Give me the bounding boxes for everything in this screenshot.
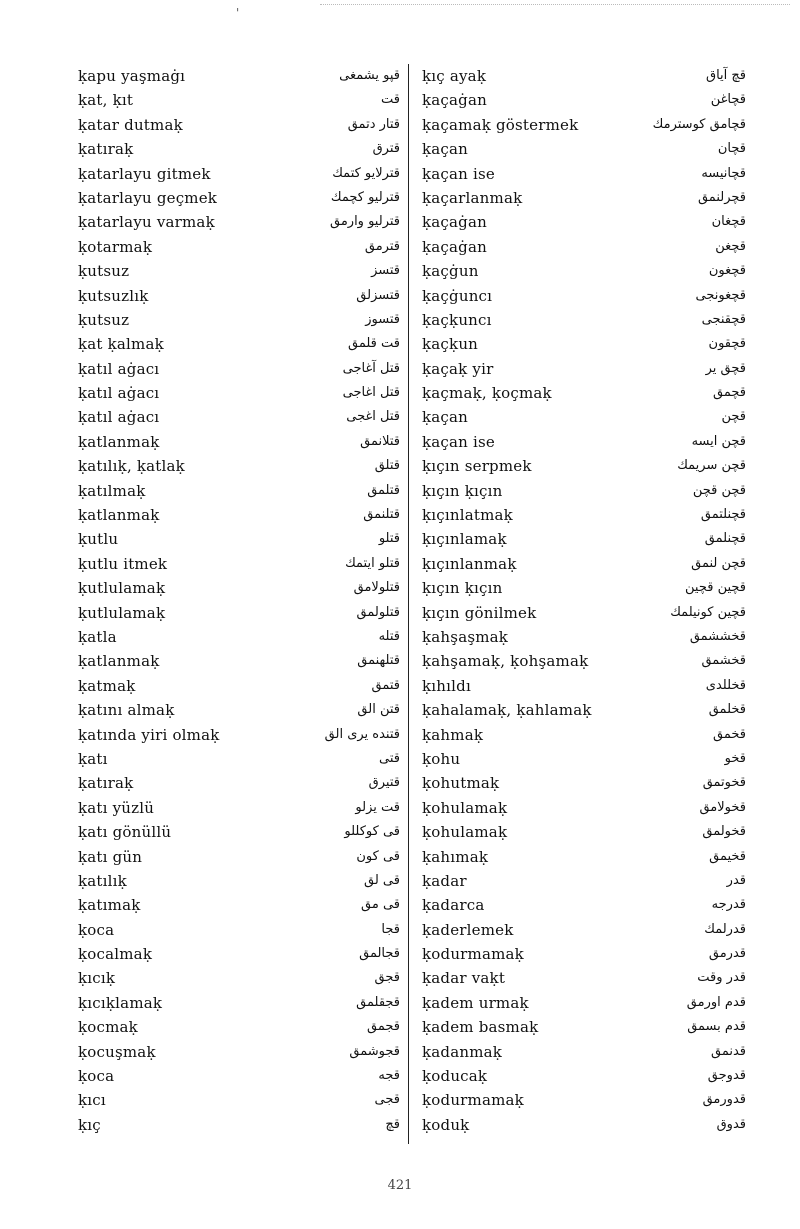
entry-arabic-text: قترليو وارمق	[329, 214, 400, 230]
entry-latin-text: ḳatıl aġacı	[78, 359, 160, 378]
entry-latin-text: ḳaçaġan	[422, 213, 487, 232]
entry-arabic-text: قچ	[385, 1116, 400, 1132]
dictionary-entry	[78, 1064, 400, 1088]
column-divider	[408, 64, 409, 1144]
dictionary-entry	[78, 381, 400, 405]
dictionary-entry	[78, 820, 400, 844]
entry-arabic-text: قتلانمق	[360, 433, 400, 449]
dictionary-entry	[78, 845, 400, 869]
entry-latin-text: ḳadar vaḳt	[422, 969, 506, 988]
entry-latin-text: ḳatılıḳ, ḳatlaḳ	[78, 457, 185, 476]
entry-arabic-text: قتلولمق	[356, 604, 400, 620]
entry-latin-text: ḳutlulamaḳ	[78, 603, 166, 622]
entry-arabic-text: قتن الق	[357, 702, 400, 718]
dictionary-entry	[78, 649, 400, 673]
entry-arabic-text: قچنلتمق	[700, 507, 746, 523]
dictionary-entry	[78, 235, 400, 259]
dictionary-entry	[422, 796, 746, 820]
dictionary-entry	[78, 1015, 400, 1039]
entry-arabic-text: قخششمق	[689, 628, 746, 644]
dictionary-entry	[78, 137, 400, 161]
entry-arabic-text: قتنده يرى الق	[324, 726, 400, 742]
entry-latin-text: ḳat ḳalmaḳ	[78, 335, 164, 354]
entry-latin-text: ḳutsuz	[78, 262, 130, 281]
dictionary-entry	[422, 1015, 746, 1039]
entry-latin-text: ḳıçın serpmek	[422, 457, 532, 476]
entry-arabic-text: قتل اغجى	[346, 409, 400, 425]
entry-latin-text: ḳatlanmaḳ	[78, 506, 160, 525]
entry-latin-text: ḳotarmaḳ	[78, 237, 153, 256]
left-column	[78, 64, 400, 1137]
dictionary-entry	[78, 210, 400, 234]
entry-latin-text: ḳatı gönüllü	[78, 823, 172, 842]
entry-arabic-text: قتلهنمق	[357, 653, 400, 669]
entry-latin-text: ḳatar dutmaḳ	[78, 115, 183, 134]
entry-latin-text: ḳıçın gönilmek	[422, 603, 537, 622]
dictionary-entry	[422, 88, 746, 112]
entry-arabic-text: قى لق	[364, 872, 400, 888]
entry-arabic-text: قتسز	[371, 263, 400, 279]
entry-arabic-text: قخشمق	[701, 653, 746, 669]
entry-arabic-text: قت قلمق	[348, 336, 400, 352]
dictionary-entry	[78, 284, 400, 308]
dictionary-entry	[422, 771, 746, 795]
entry-latin-text: ḳatımaḳ	[78, 896, 141, 915]
dictionary-entry	[422, 235, 746, 259]
entry-latin-text: ḳıhıldı	[422, 676, 471, 695]
entry-arabic-text: قخوتمق	[702, 775, 746, 791]
dictionary-entry	[78, 454, 400, 478]
entry-arabic-text: قتلو ايتمك	[345, 555, 400, 571]
entry-arabic-text: قدرمق	[708, 946, 746, 962]
entry-arabic-text: قچين قچين	[685, 580, 746, 596]
entry-arabic-text: قت	[381, 92, 400, 108]
entry-arabic-text: قى كون	[356, 848, 400, 864]
entry-latin-text: ḳatıl aġacı	[78, 384, 160, 403]
dictionary-entry	[422, 357, 746, 381]
dictionary-entry	[422, 942, 746, 966]
dictionary-entry	[78, 1040, 400, 1064]
entry-arabic-text: قتلولامق	[353, 580, 400, 596]
entry-arabic-text: قتسوز	[365, 311, 400, 327]
dictionary-entry	[78, 527, 400, 551]
entry-latin-text: ḳıçınlatmaḳ	[422, 506, 513, 525]
entry-latin-text: ḳatı	[78, 749, 108, 768]
entry-latin-text: ḳatı gün	[78, 847, 143, 866]
entry-arabic-text: قجوشمق	[349, 1043, 400, 1059]
dictionary-entry	[422, 869, 746, 893]
dictionary-entry	[78, 430, 400, 454]
entry-arabic-text: قتل آغاجى	[342, 360, 400, 376]
entry-latin-text: ḳaçamaḳ göstermek	[422, 115, 579, 134]
dictionary-entry	[78, 942, 400, 966]
dictionary-entry	[78, 259, 400, 283]
entry-arabic-text: قخيمق	[709, 848, 746, 864]
dictionary-entry	[422, 601, 746, 625]
entry-latin-text: ḳaçġun	[422, 262, 479, 281]
top-mark: '	[236, 6, 240, 20]
dictionary-entry	[422, 479, 746, 503]
entry-arabic-text: قتى	[379, 750, 400, 766]
dictionary-entry	[422, 698, 746, 722]
entry-latin-text: ḳadanmaḳ	[422, 1042, 503, 1061]
entry-latin-text: ḳahşaşmaḳ	[422, 627, 509, 646]
entry-arabic-text: قدم بسمق	[687, 1019, 746, 1035]
entry-latin-text: ḳıcı	[78, 1091, 106, 1110]
entry-arabic-text: قچقون	[708, 336, 746, 352]
dictionary-entry	[422, 503, 746, 527]
dictionary-entry	[78, 625, 400, 649]
dictionary-entry	[78, 723, 400, 747]
entry-latin-text: ḳocmaḳ	[78, 1018, 138, 1037]
dictionary-entry	[78, 601, 400, 625]
entry-latin-text: ḳaçarlanmaḳ	[422, 188, 523, 207]
entry-latin-text: ḳahmaḳ	[422, 725, 484, 744]
entry-arabic-text: قچن قچن	[692, 482, 746, 498]
dictionary-entry	[422, 284, 746, 308]
entry-arabic-text: قچغن	[715, 238, 746, 254]
entry-arabic-text: قچانيسه	[701, 165, 746, 181]
entry-latin-text: ḳatlanmaḳ	[78, 652, 160, 671]
entry-latin-text: ḳoducaḳ	[422, 1067, 488, 1086]
dictionary-entry	[422, 454, 746, 478]
entry-arabic-text: قدر	[726, 872, 746, 888]
dictionary-entry	[78, 991, 400, 1015]
entry-arabic-text: قدرجه	[711, 897, 746, 913]
dictionary-entry	[422, 332, 746, 356]
entry-latin-text: ḳaçan	[422, 408, 469, 427]
entry-latin-text: ḳaçmaḳ, ḳoçmaḳ	[422, 384, 552, 403]
entry-latin-text: ḳaçḳuncı	[422, 310, 492, 329]
entry-arabic-text: قجق	[374, 970, 400, 986]
entry-arabic-text: قخلمق	[708, 702, 746, 718]
dictionary-entry	[78, 1088, 400, 1112]
entry-arabic-text: قچغون	[708, 263, 746, 279]
entry-latin-text: ḳıçınlamaḳ	[422, 530, 507, 549]
dictionary-entry	[78, 796, 400, 820]
dictionary-entry	[78, 698, 400, 722]
entry-latin-text: ḳatında yiri olmaḳ	[78, 725, 220, 744]
entry-latin-text: ḳocalmaḳ	[78, 945, 153, 964]
entry-latin-text: ḳat, ḳıt	[78, 91, 134, 110]
entry-latin-text: ḳohu	[422, 749, 461, 768]
entry-arabic-text: قدنمق	[710, 1043, 746, 1059]
entry-arabic-text: قچين كونيلمك	[670, 604, 746, 620]
dictionary-entry	[422, 259, 746, 283]
entry-arabic-text: قچمق	[713, 385, 746, 401]
entry-latin-text: ḳatarlayu gitmek	[78, 164, 211, 183]
entry-latin-text: ḳahşamaḳ, ḳohşamaḳ	[422, 652, 589, 671]
entry-latin-text: ḳutlu	[78, 530, 119, 549]
dictionary-entry	[78, 966, 400, 990]
entry-arabic-text: قچن لنمق	[691, 555, 746, 571]
entry-latin-text: ḳodurmamaḳ	[422, 945, 524, 964]
entry-arabic-text: قچنلمق	[704, 531, 746, 547]
entry-arabic-text: قخولامق	[699, 799, 746, 815]
entry-latin-text: ḳaçan	[422, 140, 469, 159]
entry-latin-text: ḳadem urmaḳ	[422, 993, 529, 1012]
right-column	[422, 64, 746, 1137]
top-border-decoration	[320, 4, 790, 11]
dictionary-entry	[422, 1040, 746, 1064]
entry-latin-text: ḳodurmamaḳ	[422, 1091, 524, 1110]
entry-arabic-text: قچقنجى	[701, 311, 746, 327]
entry-arabic-text: قچاغن	[710, 92, 746, 108]
entry-latin-text: ḳutsuzlıḳ	[78, 286, 149, 305]
entry-latin-text: ḳaçan ise	[422, 432, 495, 451]
dictionary-entry	[422, 308, 746, 332]
entry-arabic-text: قچغونجى	[695, 287, 746, 303]
dictionary-entry	[422, 186, 746, 210]
entry-arabic-text: قچ آياق	[705, 68, 746, 83]
entry-latin-text: ḳoca	[78, 920, 115, 939]
entry-arabic-text: قترلايو كتمك	[332, 165, 400, 181]
entry-latin-text: ḳatılmaḳ	[78, 481, 146, 500]
entry-latin-text: ḳatarlayu varmaḳ	[78, 213, 215, 232]
dictionary-entry	[422, 381, 746, 405]
dictionary-entry	[422, 405, 746, 429]
entry-latin-text: ḳutlu itmek	[78, 554, 168, 573]
dictionary-entry	[422, 966, 746, 990]
dictionary-entry	[422, 576, 746, 600]
entry-arabic-text: قتله	[378, 628, 400, 644]
entry-arabic-text: قدرلمك	[704, 921, 746, 937]
dictionary-entry	[78, 869, 400, 893]
entry-arabic-text: قت يزلو	[355, 799, 400, 815]
entry-arabic-text: قچن سريمك	[677, 458, 746, 474]
entry-latin-text: ḳatılıḳ	[78, 871, 127, 890]
entry-arabic-text: قترق	[372, 141, 400, 157]
entry-arabic-text: قچغان	[711, 214, 746, 230]
entry-arabic-text: قترليو كچمك	[330, 189, 400, 205]
dictionary-entry	[422, 1088, 746, 1112]
entry-arabic-text: قدر وقت	[697, 970, 746, 986]
dictionary-entry	[422, 893, 746, 917]
entry-latin-text: ḳaderlemek	[422, 920, 514, 939]
entry-latin-text: ḳohulamaḳ	[422, 798, 508, 817]
entry-latin-text: ḳutsuz	[78, 310, 130, 329]
entry-latin-text: ḳıç ayaḳ	[422, 67, 487, 85]
entry-latin-text: ḳatı yüzlü	[78, 798, 155, 817]
dictionary-entry	[422, 723, 746, 747]
dictionary-entry	[78, 503, 400, 527]
dictionary-entry	[78, 576, 400, 600]
dictionary-entry	[422, 845, 746, 869]
entry-latin-text: ḳıç	[78, 1115, 101, 1134]
entry-latin-text: ḳatarlayu geçmek	[78, 188, 218, 207]
entry-arabic-text: قدورمق	[702, 1092, 746, 1108]
entry-latin-text: ḳahalamaḳ, ḳahlamaḳ	[422, 701, 592, 720]
entry-latin-text: ḳatıraḳ	[78, 140, 134, 159]
dictionary-entry	[78, 479, 400, 503]
dictionary-entry	[422, 649, 746, 673]
entry-latin-text: ḳıçın ḳıçın	[422, 481, 503, 500]
entry-latin-text: ḳadarca	[422, 896, 485, 915]
dictionary-entry	[422, 747, 746, 771]
entry-latin-text: ḳatlanmaḳ	[78, 432, 160, 451]
entry-arabic-text: قتلو	[378, 531, 400, 547]
entry-arabic-text: قتار دتمق	[347, 116, 400, 132]
entry-latin-text: ḳaçaġan	[422, 237, 487, 256]
dictionary-entry	[78, 332, 400, 356]
dictionary-entry	[422, 918, 746, 942]
entry-arabic-text: قدوق	[716, 1116, 746, 1132]
entry-arabic-text: قچامق كوسترمك	[652, 116, 746, 132]
entry-latin-text: ḳatmaḳ	[78, 676, 136, 695]
entry-arabic-text: قچن ايسه	[691, 433, 746, 449]
dictionary-entry	[422, 991, 746, 1015]
dictionary-entry	[78, 893, 400, 917]
entry-latin-text: ḳatla	[78, 627, 117, 646]
entry-arabic-text: قى مق	[361, 897, 400, 913]
dictionary-entry	[78, 64, 400, 88]
entry-arabic-text: قى كوكللو	[344, 824, 400, 840]
entry-arabic-text: قخو	[724, 750, 746, 766]
entry-arabic-text: قدوجق	[707, 1068, 746, 1084]
entry-arabic-text: قتلق	[374, 458, 400, 474]
dictionary-entry	[422, 552, 746, 576]
entry-latin-text: ḳoca	[78, 1067, 115, 1086]
entry-latin-text: ḳatıraḳ	[78, 774, 134, 793]
dictionary-entry	[422, 1064, 746, 1088]
entry-arabic-text: قچق ير	[705, 360, 746, 376]
entry-latin-text: ḳohulamaḳ	[422, 823, 508, 842]
entry-arabic-text: قتيرق	[368, 775, 400, 791]
entry-latin-text: ḳutlulamaḳ	[78, 579, 166, 598]
entry-arabic-text: قجقلمق	[356, 994, 400, 1010]
entry-arabic-text: قچان	[717, 141, 746, 157]
entry-latin-text: ḳaçan ise	[422, 164, 495, 183]
entry-latin-text: ḳaçġuncı	[422, 286, 493, 305]
dictionary-entry	[78, 918, 400, 942]
entry-latin-text: ḳoduḳ	[422, 1115, 470, 1134]
entry-latin-text: ḳıcıḳlamaḳ	[78, 993, 163, 1012]
entry-arabic-text: قجى	[374, 1092, 400, 1108]
entry-latin-text: ḳadem basmaḳ	[422, 1018, 539, 1037]
dictionary-entry	[78, 674, 400, 698]
entry-latin-text: ḳapu yaşmaġı	[78, 67, 186, 85]
dictionary-entry	[422, 113, 746, 137]
dictionary-entry	[422, 162, 746, 186]
entry-latin-text: ḳocuşmaḳ	[78, 1042, 156, 1061]
dictionary-entry	[422, 1113, 746, 1137]
dictionary-entry	[78, 308, 400, 332]
entry-latin-text: ḳıcıḳ	[78, 969, 116, 988]
entry-arabic-text: قخمق	[713, 726, 746, 742]
entry-arabic-text: قترمق	[364, 238, 400, 254]
entry-latin-text: ḳaçaḳ yir	[422, 359, 494, 378]
entry-arabic-text: قخولمق	[702, 824, 746, 840]
dictionary-entry	[78, 162, 400, 186]
entry-arabic-text: قچرلنمق	[697, 189, 746, 205]
entry-arabic-text: قتل اغاجى	[342, 385, 400, 401]
entry-latin-text: ḳıçın ḳıçın	[422, 579, 503, 598]
dictionary-entry	[422, 137, 746, 161]
entry-latin-text: ḳatını almaḳ	[78, 701, 175, 720]
dictionary-entry	[78, 186, 400, 210]
dictionary-entry	[422, 210, 746, 234]
dictionary-entry	[78, 113, 400, 137]
entry-latin-text: ḳadar	[422, 871, 467, 890]
dictionary-entry	[422, 625, 746, 649]
dictionary-entry	[78, 1113, 400, 1137]
entry-arabic-text: قدم اورمق	[686, 994, 746, 1010]
entry-arabic-text: قجمق	[367, 1019, 400, 1035]
entry-arabic-text: قتلمق	[367, 482, 400, 498]
dictionary-entry	[422, 430, 746, 454]
entry-arabic-text: قتلنمق	[363, 507, 400, 523]
entry-latin-text: ḳatıl aġacı	[78, 408, 160, 427]
dictionary-entry	[78, 88, 400, 112]
dictionary-entry	[78, 747, 400, 771]
dictionary-entry	[422, 674, 746, 698]
entry-arabic-text: قجه	[378, 1068, 400, 1084]
entry-latin-text: ḳohutmaḳ	[422, 774, 500, 793]
entry-arabic-text: قچن	[721, 409, 746, 425]
dictionary-entry	[422, 820, 746, 844]
dictionary-entry	[78, 405, 400, 429]
entry-arabic-text: قتمق	[371, 677, 400, 693]
page-number: 421	[387, 1178, 413, 1193]
entry-arabic-text: قتسزلق	[356, 287, 400, 303]
entry-arabic-text: قپو يشمغى	[339, 68, 400, 83]
dictionary-entry	[422, 527, 746, 551]
entry-latin-text: ḳaçḳun	[422, 335, 479, 354]
dictionary-entry	[78, 771, 400, 795]
entry-arabic-text: قخللدى	[705, 677, 746, 693]
entry-latin-text: ḳahımaḳ	[422, 847, 489, 866]
dictionary-entry	[422, 64, 746, 88]
entry-arabic-text: قجا	[381, 921, 400, 937]
dictionary-entry	[78, 357, 400, 381]
dictionary-entry	[78, 552, 400, 576]
entry-arabic-text: قجالمق	[359, 946, 400, 962]
entry-latin-text: ḳıçınlanmaḳ	[422, 554, 517, 573]
entry-latin-text: ḳaçaġan	[422, 91, 487, 110]
